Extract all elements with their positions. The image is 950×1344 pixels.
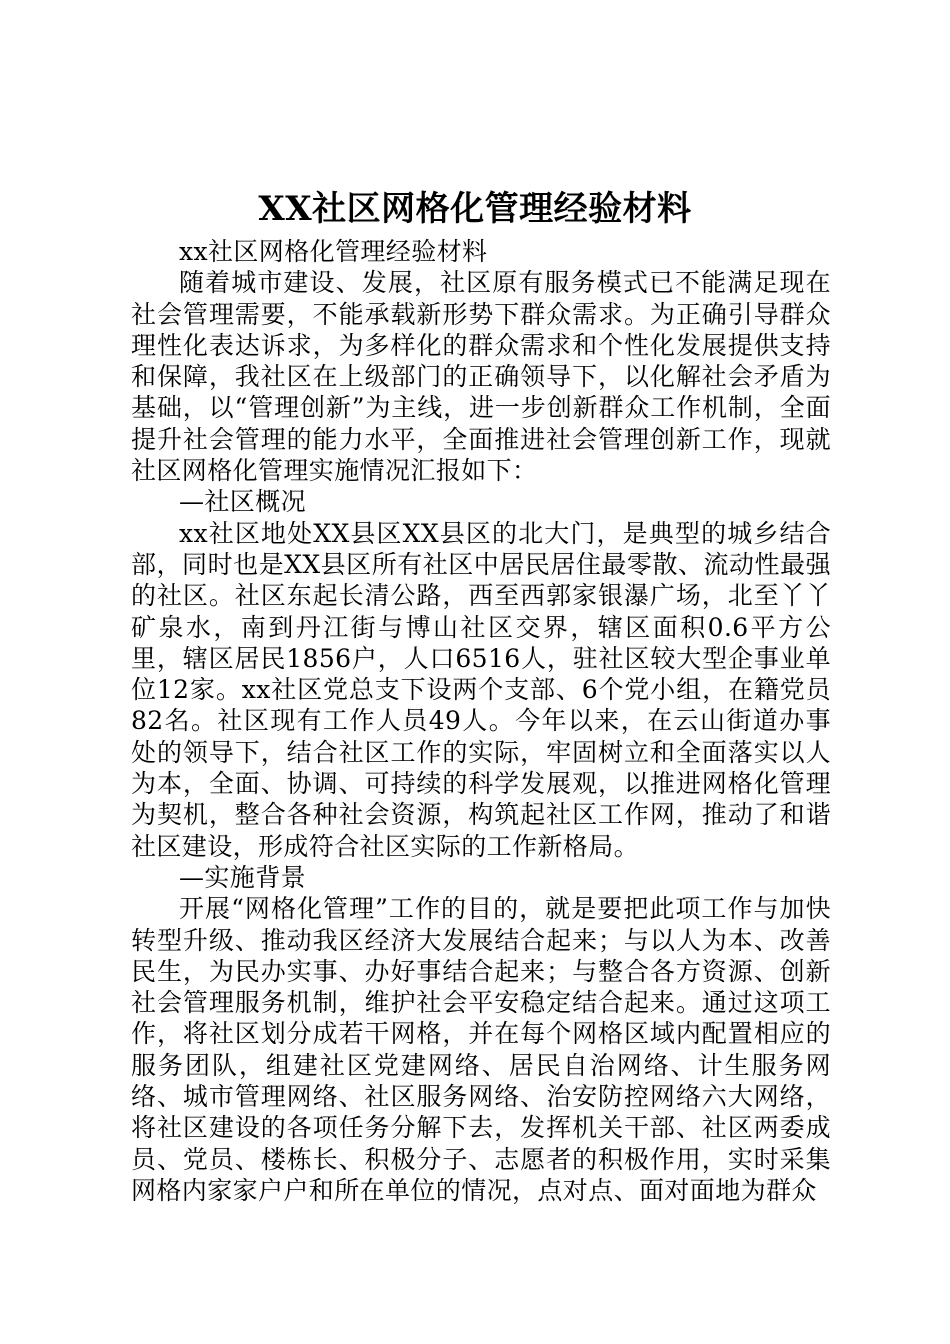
section-heading-overview: —社区概况 [179,487,307,517]
background-paragraph: 开展“网格化管理”工作的目的，就是要把此项工作与加快转型升级、推动我区经济大发展结合起来；与以人为本、改善民生，为民办实事、办好事结合起来；与整合各方资源、创新社会管理服务机制，维护社会平安稳定结合起来。通过这项工作，将社区划分成若干网格，并在每个网格区域内配置相应的服务团队，组建社区党建网络、居民自治网络、计生服务网络、城市管理网络、社区服务网络、治安防控网络六大网络，将社区建设的各项任务分解下去，发挥机关干部、社区两委成员、党员、楼栋长、积极分子、志愿者的积极作用，实时采集网格内家家户户和所在单位的情况，点对点、面对面地为群众 [131,894,831,1205]
section-heading-background: —实施背景 [179,862,307,892]
subtitle-paragraph: xx社区网格化管理经验材料 [179,237,488,266]
document-title: XX社区网格化管理经验材料 [258,189,692,229]
intro-paragraph: 随着城市建设、发展，社区原有服务模式已不能满足现在社会管理需要，不能承载新形势下群众需求。为正确引导群众理性化表达诉求，为多样化的群众需求和个性化发展提供支持和保障，我社区在上级部门的正确领导下，以化解社会矛盾为基础，以“管理创新”为主线，进一步创新群众工作机制，全面提升社会管理的能力水平，全面推进社会管理创新工作，现就社区网格化管理实施情况汇报如下： [131,268,831,486]
overview-paragraph: xx社区地处XX县区XX县区的北大门，是典型的城乡结合部，同时也是XX县区所有社区中居民居住最零散、流动性最强的社区。社区东起长清公路，西至西郭家银瀑广场，北至丫丫矿泉水，南到丹江街与博山社区交界，辖区面积0.6平方公里，辖区居民1856户，人口6516人，驻社区较大型企事业单位12家。xx社区党总支下设两个支部、6个党小组，在籍党员82名。社区现有工作人员49人。今年以来，在云山街道办事处的领导下，结合社区工作的实际，牢固树立和全面落实以人为本，全面、协调、可持续的科学发展观，以推进网格化管理为契机，整合各种社会资源，构筑起社区工作网，推动了和谐社区建设，形成符合社区实际的工作新格局。 [131,518,831,861]
document-body [131,236,831,1206]
